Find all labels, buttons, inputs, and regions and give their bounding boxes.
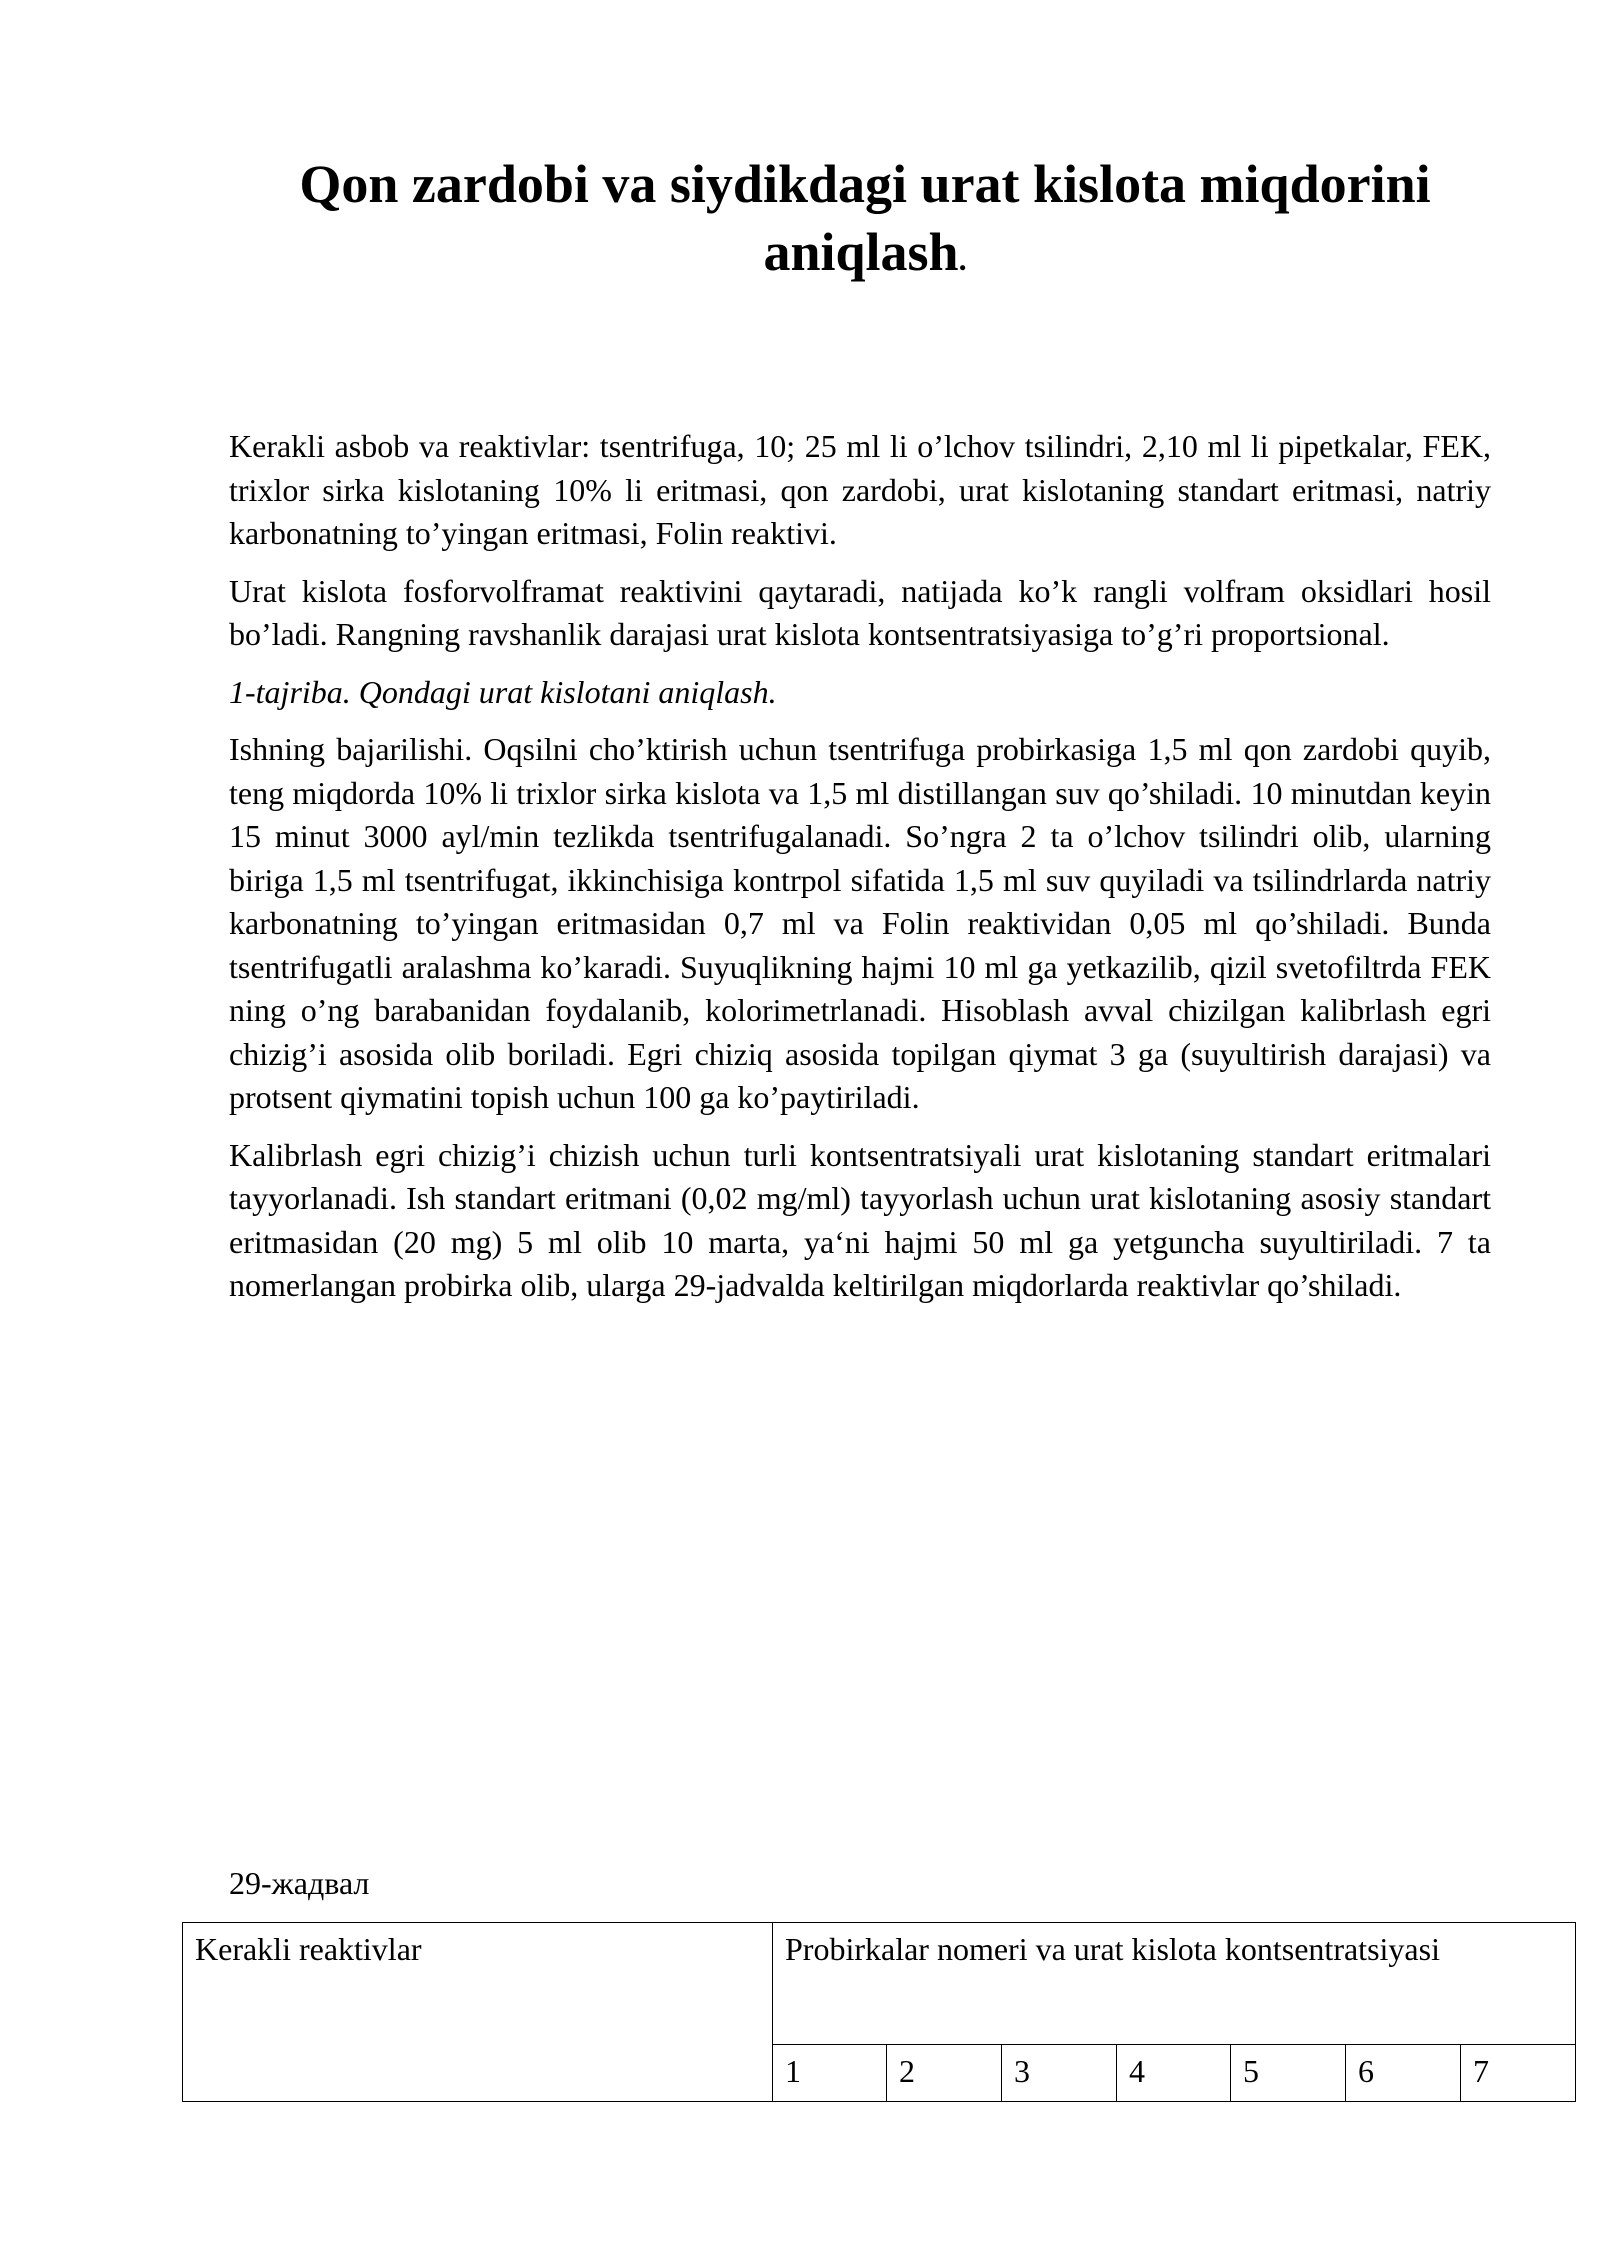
page-title-text: Qon zardobi va siydikdagi urat kislota miqdorini aniqlash: [299, 154, 1431, 282]
header-tubes: Probirkalar nomeri va urat kislota kontsentratsiyasi: [773, 1923, 1576, 2045]
tube-number-cell: 6: [1346, 2044, 1461, 2101]
paragraph-principle: Urat kislota fosforvolframat reaktivini qaytaradi, natijada ko’k rangli volfram oksidlari hosil bo’ladi. Rangning ravshanlik darajasi urat kislota kontsentratsiyasiga to’g’ri proportsional.: [229, 572, 1491, 652]
document-body: [229, 425, 1491, 1322]
tube-number-cell: 3: [1002, 2044, 1117, 2101]
experiment-heading: 1-tajriba. Qondagi urat kislotani aniqlash.: [229, 673, 777, 710]
paragraph-equipment: Kerakli asbob va reaktivlar: tsentrifuga, 10; 25 ml li o’lchov tsilindri, 2,10 ml li pipetkalar, FEK, trixlor sirka kislotaning 10% li eritmasi, qon zardobi, urat kislotaning standart eritmasi, natriy karbonatning to’yingan eritmasi, Folin reaktivi.: [229, 428, 1491, 551]
tube-number-cell: 4: [1117, 2044, 1231, 2101]
page-title: [200, 150, 1530, 293]
header-reagents: Kerakli reaktivlar: [183, 1923, 773, 2102]
tube-number-cell: 2: [887, 2044, 1002, 2101]
table-header-row: [183, 1923, 1576, 2045]
page-title-dot: .: [958, 241, 967, 277]
tube-number-cell: 5: [1231, 2044, 1346, 2101]
reagent-table: [182, 1922, 1576, 2102]
paragraph-calibration: Kalibrlash egri chizig’i chizish uchun turli kontsentratsiyali urat kislotaning standart eritmalari tayyorlanadi. Ish standart eritmani (0,02 mg/ml) tayyorlash uchun urat kislotaning asosiy standart eritmasidan (20 mg) 5 ml olib 10 marta, ya‘ni hajmi 50 ml ga yetguncha suyultiriladi. 7 ta nomerlangan probirka olib, ularga 29-jadvalda keltirilgan miqdorlarda reaktivlar qo’shiladi.: [229, 1136, 1491, 1303]
tube-number-cell: 7: [1461, 2044, 1576, 2101]
paragraph-procedure: Ishning bajarilishi. Oqsilni cho’ktirish uchun tsentrifuga probirkasiga 1,5 ml qon zardobi quyib, teng miqdorda 10% li trixlor sirka kislota va 1,5 ml distillangan suv qo’shiladi. 10 minutdan keyin 15 minut 3000 ayl/min tezlikda tsentrifugalanadi. So’ngra 2 ta o’lchov tsilindri olib, ularning biriga 1,5 ml tsentrifugat, ikkinchisiga kontrpol sifatida 1,5 ml suv quyiladi va tsilindrlarda natriy karbonatning to’yingan eritmasidan 0,7 ml va Folin reaktividan 0,05 ml qo’shiladi. Bunda tsentrifugatli aralashma ko’karadi. Suyuqlikning hajmi 10 ml ga yetkazilib, qizil svetofiltrda FEK ning o’ng barabanidan foydalanib, kolorimetrlanadi. Hisoblash avval chizilgan kalibrlash egri chizig’i asosida olib boriladi. Egri chiziq asosida topilgan qiymat 3 ga (suyultirish darajasi) va protsent qiymatini topish uchun 100 ga ko’paytiriladi.: [229, 731, 1491, 1115]
table-caption: 29-жадвал: [229, 1865, 370, 1901]
tube-number-cell: 1: [773, 2044, 887, 2101]
